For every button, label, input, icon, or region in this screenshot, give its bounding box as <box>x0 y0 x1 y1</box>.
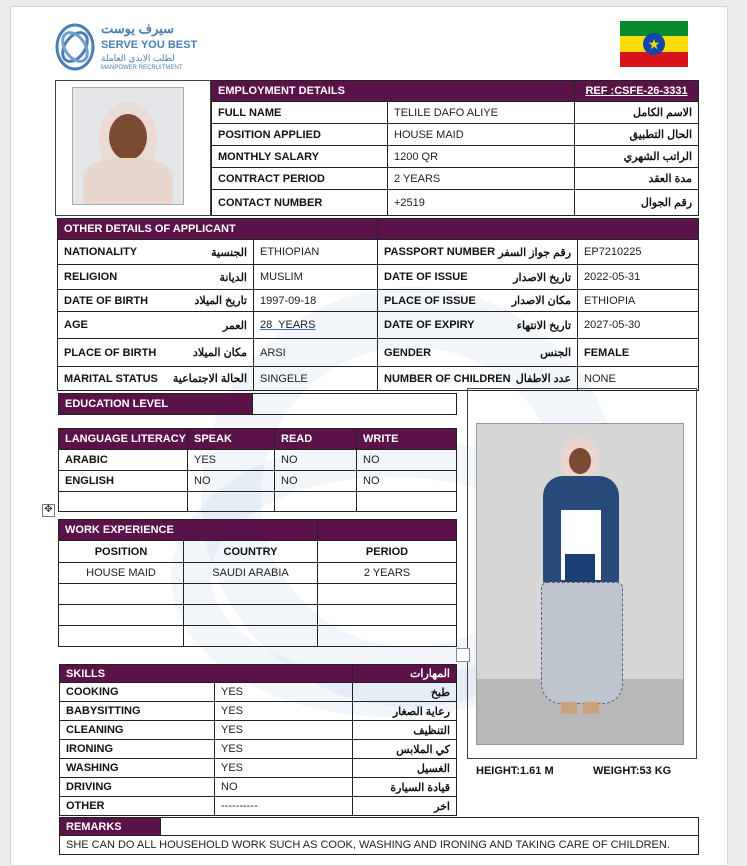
read-value: NO <box>275 471 357 492</box>
gender-value: FEMALE <box>578 339 699 367</box>
skill-value: YES <box>215 721 353 740</box>
language-header: LANGUAGE LITERACY <box>59 429 188 450</box>
language-name <box>59 492 188 512</box>
weight-measurement: WEIGHT:53 KG <box>593 765 672 777</box>
language-name: ARABIC <box>59 450 188 471</box>
skill-name-ar: الغسيل <box>353 759 457 778</box>
work-country <box>184 584 318 605</box>
ethiopia-flag-icon: ★ <box>620 21 688 67</box>
other-details-title-filler <box>378 219 699 240</box>
full-body-photo <box>476 423 684 745</box>
contact-number-label-ar: رقم الجوال <box>575 190 699 216</box>
employment-details-table <box>211 80 699 216</box>
speak-value: YES <box>188 450 275 471</box>
date-of-expiry-value: 2027-05-30 <box>578 312 699 339</box>
photo-resize-handle[interactable] <box>456 648 470 662</box>
passport-number-value: EP7210225 <box>578 240 699 265</box>
other-details-table <box>57 218 699 391</box>
speak-value <box>188 492 275 512</box>
other-details-title: OTHER DETAILS OF APPLICANT <box>58 219 378 240</box>
nationality-label: NATIONALITY الجنسية <box>58 240 254 265</box>
work-country <box>184 626 318 647</box>
date-of-birth-value: 1997-09-18 <box>254 290 378 312</box>
skills-table <box>59 664 457 816</box>
remarks-title: REMARKS <box>60 818 161 836</box>
full-name-value: TELILE DAFO ALIYE <box>388 102 575 124</box>
skill-name-ar: رعاية الصغار <box>353 702 457 721</box>
skill-value: YES <box>215 759 353 778</box>
marital-status-value: SINGELE <box>254 367 378 391</box>
date-of-birth-label: DATE OF BIRTH تاريخ الميلاد <box>58 290 254 312</box>
date-of-issue-value: 2022-05-31 <box>578 265 699 290</box>
write-value: NO <box>357 471 457 492</box>
marital-status-label: MARITAL STATUS الحالة الاجتماعية <box>58 367 254 391</box>
skill-name: CLEANING <box>60 721 215 740</box>
portrait-photo <box>72 87 184 205</box>
age-label: AGE العمر <box>58 312 254 339</box>
skills-title-ar: المهارات <box>353 665 457 683</box>
skill-name: COOKING <box>60 683 215 702</box>
skill-name: WASHING <box>60 759 215 778</box>
education-level-table <box>58 393 457 415</box>
work-country: SAUDI ARABIA <box>184 563 318 584</box>
work-position <box>59 605 184 626</box>
contract-period-label-ar: مدة العقد <box>575 168 699 190</box>
write-value <box>357 492 457 512</box>
place-of-issue-value: ETHIOPIA <box>578 290 699 312</box>
work-period <box>318 605 457 626</box>
language-literacy-table <box>58 428 457 512</box>
religion-value: MUSLIM <box>254 265 378 290</box>
period-header: PERIOD <box>318 541 457 563</box>
skill-name-ar: قيادة السيارة <box>353 778 457 797</box>
nationality-value: ETHIOPIAN <box>254 240 378 265</box>
contact-number-label: CONTACT NUMBER <box>212 190 388 216</box>
work-position <box>59 626 184 647</box>
skill-value: YES <box>215 683 353 702</box>
age-value: 28 YEARS <box>254 312 378 339</box>
remarks-title-filler <box>161 818 699 836</box>
country-header: COUNTRY <box>184 541 318 563</box>
position-applied-value: HOUSE MAID <box>388 124 575 146</box>
skill-name: BABYSITTING <box>60 702 215 721</box>
work-position: HOUSE MAID <box>59 563 184 584</box>
portrait-photo-frame <box>55 80 211 216</box>
skill-value: NO <box>215 778 353 797</box>
education-level-value <box>253 394 457 415</box>
logo-sub-en: MANPOWER RECRUITMENT <box>101 65 183 71</box>
place-of-birth-label: PLACE OF BIRTH مكان الميلاد <box>58 339 254 367</box>
passport-number-label: PASSPORT NUMBER رقم جواز السفر <box>378 240 578 265</box>
skill-name-ar: اخر <box>353 797 457 816</box>
work-experience-table <box>58 519 457 647</box>
read-value <box>275 492 357 512</box>
religion-label: RELIGION الديانة <box>58 265 254 290</box>
position-applied-label-ar: الحال التطبيق <box>575 124 699 146</box>
work-country <box>184 605 318 626</box>
work-experience-title: WORK EXPERIENCE <box>59 520 318 541</box>
position-header: POSITION <box>59 541 184 563</box>
contact-number-value: +2519 <box>388 190 575 216</box>
work-period <box>318 584 457 605</box>
work-period: 2 YEARS <box>318 563 457 584</box>
logo-emblem-icon <box>51 21 99 73</box>
number-of-children-value: NONE <box>578 367 699 391</box>
skill-name-ar: كي الملابس <box>353 740 457 759</box>
write-value: NO <box>357 450 457 471</box>
remarks-text: SHE CAN DO ALL HOUSEHOLD WORK SUCH AS COOK, WASHING AND IRONING AND TAKING CARE OF CHILDREN. <box>60 836 699 855</box>
full-name-label: FULL NAME <box>212 102 388 124</box>
skill-name: IRONING <box>60 740 215 759</box>
work-period <box>318 626 457 647</box>
skill-name: OTHER <box>60 797 215 816</box>
place-of-issue-label: PLACE OF ISSUE مكان الاصدار <box>378 290 578 312</box>
write-header: WRITE <box>357 429 457 450</box>
gender-label: GENDER الجنس <box>378 339 578 367</box>
number-of-children-label: NUMBER OF CHILDREN عدد الاطفال <box>378 367 578 391</box>
place-of-birth-value: ARSI <box>254 339 378 367</box>
contract-period-value: 2 YEARS <box>388 168 575 190</box>
monthly-salary-value: 1200 QR <box>388 146 575 168</box>
logo-text-ar: سيرف يوست <box>101 21 175 36</box>
work-experience-title-filler <box>318 520 457 541</box>
full-body-photo-frame <box>467 388 697 777</box>
language-name: ENGLISH <box>59 471 188 492</box>
work-position <box>59 584 184 605</box>
education-level-label: EDUCATION LEVEL <box>59 394 253 415</box>
reference-number: REF :CSFE-26-3331 <box>575 81 699 102</box>
read-value: NO <box>275 450 357 471</box>
logo-text-en: SERVE YOU BEST <box>101 39 198 51</box>
position-applied-label: POSITION APPLIED <box>212 124 388 146</box>
employment-details-title: EMPLOYMENT DETAILS <box>212 81 575 102</box>
contract-period-label: CONTRACT PERIOD <box>212 168 388 190</box>
remarks-table <box>59 817 699 855</box>
skill-name-ar: طبخ <box>353 683 457 702</box>
speak-value: NO <box>188 471 275 492</box>
date-of-issue-label: DATE OF ISSUE تاريخ الاصدار <box>378 265 578 290</box>
height-measurement: HEIGHT:1.61 M <box>476 765 554 777</box>
table-move-handle-icon[interactable]: ✥ <box>42 504 55 517</box>
skill-value: YES <box>215 740 353 759</box>
date-of-expiry-label: DATE OF EXPIRY تاريخ الانتهاء <box>378 312 578 339</box>
cv-document <box>10 6 728 866</box>
skill-name: DRIVING <box>60 778 215 797</box>
full-name-label-ar: الاسم الكامل <box>575 102 699 124</box>
monthly-salary-label-ar: الراتب الشهري <box>575 146 699 168</box>
skills-title: SKILLS <box>60 665 353 683</box>
monthly-salary-label: MONTHLY SALARY <box>212 146 388 168</box>
read-header: READ <box>275 429 357 450</box>
company-logo <box>51 21 221 77</box>
skill-value: ---------- <box>215 797 353 816</box>
skill-name-ar: التنظيف <box>353 721 457 740</box>
logo-sub-ar: لطلب الايدي العاملة <box>101 53 175 63</box>
speak-header: SPEAK <box>188 429 275 450</box>
skill-value: YES <box>215 702 353 721</box>
